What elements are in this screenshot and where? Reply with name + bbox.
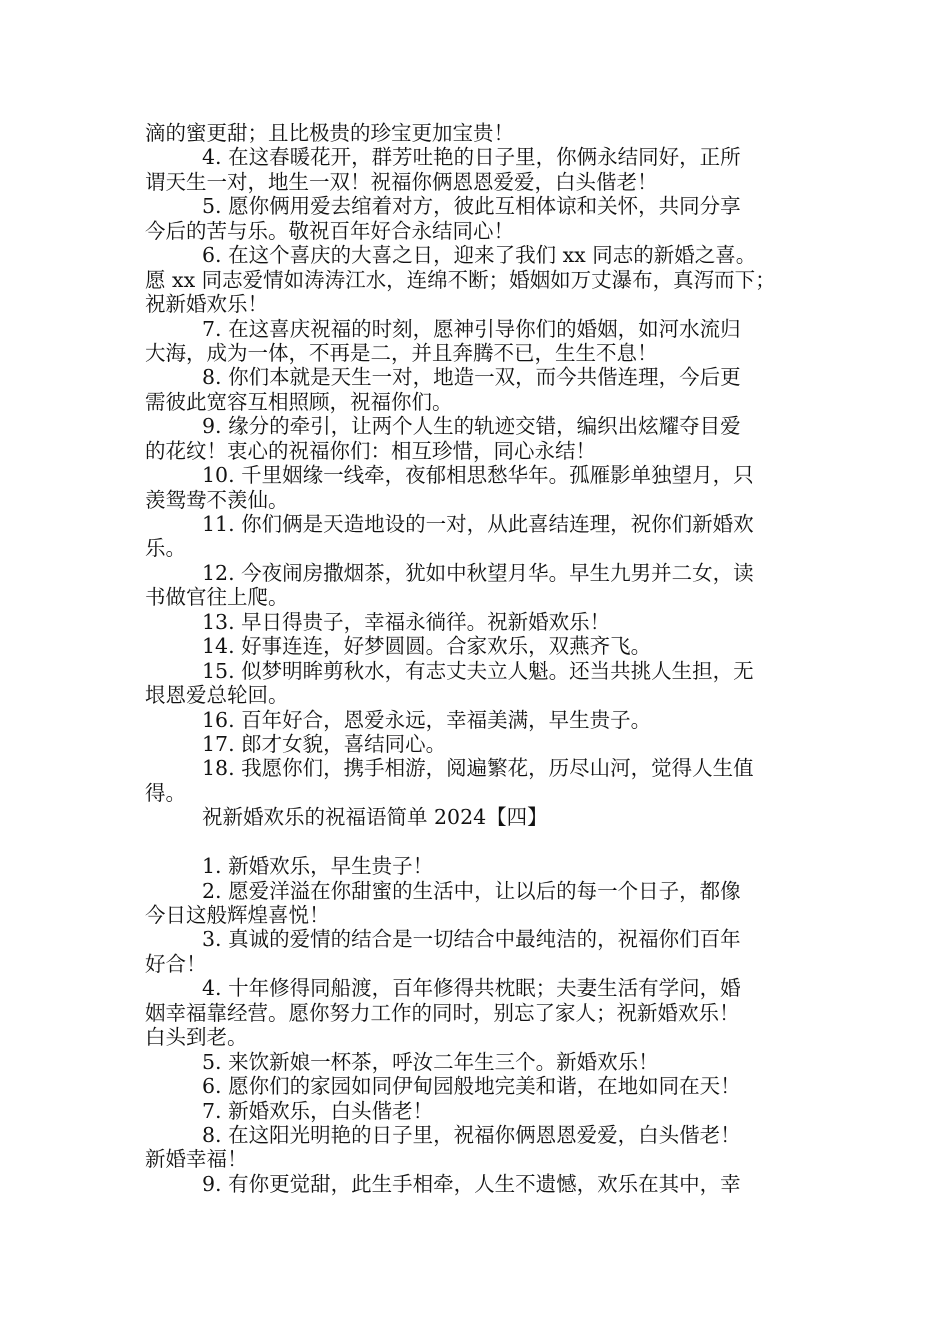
- paragraph-line: 垠恩爱总轮回。: [145, 683, 289, 708]
- paragraph-line: 谓天生一对，地生一双！祝福你俩恩恩爱爱，白头偕老！: [145, 169, 658, 194]
- paragraph-line: 15. 似梦明眸剪秋水，有志丈夫立人魁。还当共挑人生担，无: [202, 658, 754, 683]
- paragraph-line: 愿 xx 同志爱情如涛涛江水，连绵不断；婚姻如万丈瀑布，真泻而下；: [145, 267, 776, 292]
- paragraph-line: 12. 今夜闹房撒烟茶，犹如中秋望月华。早生九男并二女，读: [202, 560, 754, 585]
- paragraph-line: 姻幸福靠经营。愿你努力工作的同时，别忘了家人；祝新婚欢乐！: [145, 1000, 740, 1025]
- paragraph-line: 4. 十年修得同船渡，百年修得共枕眠；夫妻生活有学问，婚: [202, 976, 741, 1001]
- paragraph-line: 6. 愿你们的家园如同伊甸园般地完美和谐，在地如同在天！: [202, 1074, 741, 1099]
- paragraph-line: 需彼此宽容互相照顾，祝福你们。: [145, 389, 453, 414]
- paragraph-line: 8. 在这阳光明艳的日子里，祝福你俩恩恩爱爱，白头偕老！: [202, 1122, 741, 1147]
- paragraph-line: 乐。: [145, 536, 186, 561]
- paragraph-line: 10. 千里姻缘一线牵，夜郁相思愁华年。孤雁影单独望月，只: [202, 463, 754, 488]
- paragraph-line: 新婚幸福！: [145, 1147, 248, 1172]
- paragraph-line: 8. 你们本就是天生一对，地造一双，而今共偕连理，今后更: [202, 365, 741, 390]
- paragraph-line: 13. 早日得贵子，幸福永徜徉。祝新婚欢乐！: [202, 609, 611, 634]
- paragraph-line: 羡鸳鸯不羡仙。: [145, 487, 289, 512]
- paragraph-line: 6. 在这个喜庆的大喜之日，迎来了我们 xx 同志的新婚之喜。: [202, 243, 757, 268]
- paragraph-line: 1. 新婚欢乐，早生贵子！: [202, 854, 434, 879]
- paragraph-line: 5. 愿你俩用爱去绾着对方，彼此互相体谅和关怀，共同分享: [202, 194, 741, 219]
- paragraph-line: 18. 我愿你们，携手相游，阅遍繁花，历尽山河，觉得人生值: [202, 756, 754, 781]
- paragraph-line: 白头到老。: [145, 1025, 248, 1050]
- paragraph-line: 5. 来饮新娘一杯茶，呼汝二年生三个。新婚欢乐！: [202, 1049, 659, 1074]
- paragraph-line: 16. 百年好合，恩爱永远，幸福美满，早生贵子。: [202, 707, 652, 732]
- paragraph-line: 7. 新婚欢乐，白头偕老！: [202, 1098, 434, 1123]
- paragraph-line: 9. 有你更觉甜，此生手相牵，人生不遗憾，欢乐在其中，幸: [202, 1171, 741, 1196]
- paragraph-line: 17. 郎才女貌，喜结同心。: [202, 731, 447, 756]
- paragraph-line: 好合！: [145, 951, 207, 976]
- blank-line: [145, 830, 813, 854]
- paragraph-line: 得。: [145, 780, 186, 805]
- paragraph-line: 滴的蜜更甜；且比极贵的珍宝更加宝贵！: [145, 121, 514, 145]
- paragraph-line: 书做官往上爬。: [145, 585, 289, 610]
- paragraph-line: 4. 在这春暖花开，群芳吐艳的日子里，你俩永结同好，正所: [202, 145, 741, 170]
- paragraph-line: 2. 愿爱洋溢在你甜蜜的生活中，让以后的每一个日子，都像: [202, 878, 741, 903]
- section-heading: 祝新婚欢乐的祝福语简单 2024【四】: [202, 805, 548, 830]
- paragraph-line: 3. 真诚的爱情的结合是一切结合中最纯洁的，祝福你们百年: [202, 927, 741, 952]
- document-body: [145, 121, 813, 1196]
- paragraph-line: 今后的苦与乐。敬祝百年好合永结同心！: [145, 218, 514, 243]
- paragraph-line: 9. 缘分的牵引，让两个人生的轨迹交错，编织出炫耀夺目爱: [202, 414, 741, 439]
- paragraph-line: 的花纹！衷心的祝福你们：相互珍惜，同心永结！: [145, 438, 596, 463]
- paragraph-line: 今日这般辉煌喜悦！: [145, 903, 330, 927]
- paragraph-line: 祝新婚欢乐！: [145, 292, 268, 317]
- paragraph-line: 大海，成为一体，不再是二，并且奔腾不已，生生不息！: [145, 340, 658, 365]
- paragraph-line: 14. 好事连连，好梦圆圆。合家欢乐，双燕齐飞。: [202, 634, 652, 659]
- paragraph-line: 11. 你们俩是天造地设的一对，从此喜结连理，祝你们新婚欢: [202, 512, 754, 536]
- paragraph-line: 7. 在这喜庆祝福的时刻，愿神引导你们的婚姻，如河水流归: [202, 316, 741, 341]
